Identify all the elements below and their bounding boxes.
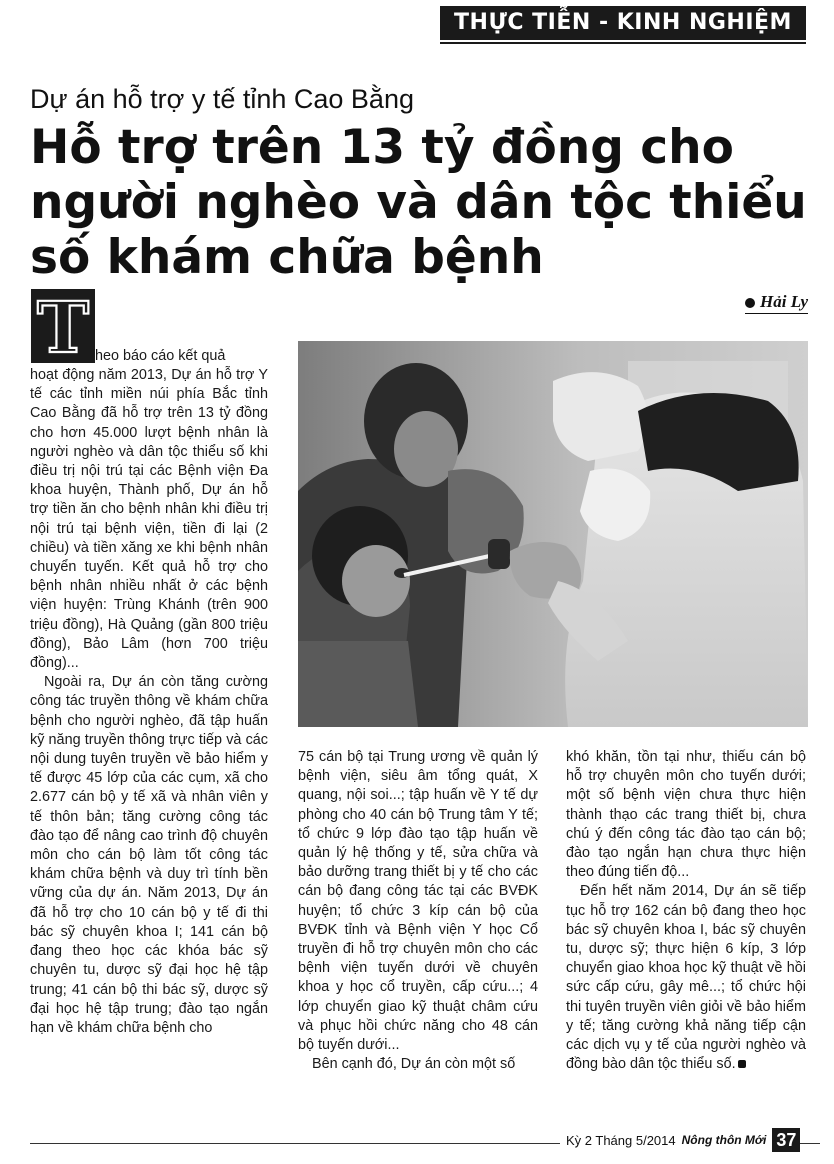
drop-cap-letter (34, 292, 92, 360)
end-mark-icon (738, 1060, 746, 1068)
health-checkup-photo (298, 341, 808, 727)
svg-text:T: T (36, 292, 90, 360)
page-footer (560, 1127, 800, 1153)
article-photo (298, 341, 808, 727)
author-name: Hải Ly (760, 292, 808, 311)
issue-date: Kỳ 2 Tháng 5/2014 (566, 1132, 676, 1148)
lead-paragraph: hoạt động năm 2013, Dự án hỗ trợ Y tế các tỉnh miền núi phía Bắc tỉnh Cao Bằng đã hỗ trợ trên 13 tỷ đồng cho hơn 45.000 lượt bệnh nhân là người nghèo và dân tộc thiểu số khi điều trị nội trú tại các Bệnh viện Đa khoa huyện, Thành phố, Dự án hỗ trợ tiền ăn cho bệnh nhân khi điều trị nội trú tại bệnh viện, tiền đi lại (2 chiều) và tiền xăng xe khi bệnh nhân chuyển tuyến. Kết quả hỗ trợ cho bệnh nhân nhiều nhất ở các bệnh viện huyện: Trùng Khánh (trên 900 triệu đồng), Hà Quảng (gần 800 triệu đồng), Bảo Lâm (hơn 700 triệu đồng)... (30, 367, 268, 672)
article-column-3 (566, 748, 806, 1074)
author-byline (745, 292, 808, 314)
section-banner: THỰC TIỄN - KINH NGHIỆM (440, 6, 806, 40)
article-kicker: Dự án hỗ trợ y tế tỉnh Cao Bằng (30, 84, 414, 114)
article-column-2 (298, 748, 538, 1074)
banner-rule (440, 42, 806, 44)
article-column-1 (30, 366, 268, 1038)
article-headline: Hỗ trợ trên 13 tỷ đồng cho người nghèo và dân tộc thiểu số khám chữa bệnh (30, 120, 807, 285)
body-paragraph: 75 cán bộ tại Trung ương về quản lý bệnh viện, siêu âm tổng quát, X quang, nội soi...; tập huấn về Y tế dự phòng cho 40 cán bộ Trung tâm Y tế; tổ chức 9 lớp đào tạo tập huấn về quản lý hệ thống y tế, sửa chữa và bảo dưỡng trang thiết bị y tế cho các cán bộ đang công tác tại các BVĐK huyện; tổ chức 3 kíp cán bộ của BVĐK tỉnh và Bệnh viện Y học Cổ truyền đi hỗ trợ chuyên môn cho các bệnh viện tuyến dưới về chuyên khoa y học cổ truyền, cấp cứu...; 4 lớp chuyển giao kỹ thuật châm cứu và phục hồi chức năng cho 48 cán bộ tuyến dưới... (298, 749, 538, 1054)
drop-cap (31, 289, 95, 363)
lead-first-line: heo báo cáo kết quả (95, 348, 226, 364)
page-number: 37 (772, 1128, 800, 1152)
publication-name: Nông thôn Mới (681, 1133, 767, 1147)
body-paragraph: Bên cạnh đó, Dự án còn một số (312, 1056, 516, 1073)
body-paragraph: Ngoài ra, Dự án còn tăng cường công tác truyền thông về khám chữa bệnh cho người nghèo, đã tập huấn kỹ năng truyền thông trực tiếp và các nội dung tuyên truyền về bảo hiểm y tế được 45 lớp của các cụm, xã cho 2.677 cán bộ y tế xã và nhân viên y tế thôn bản; tăng cường công tác đào tạo để nâng cao trình độ chuyên môn cho cán bộ làm tốt công tác khám chữa bệnh và duy trì tính bền vững của dự án. Năm 2013, Dự án đã hỗ trợ cho 10 cán bộ y tế đi thi bác sỹ chuyên khoa I; 141 cán bộ đang theo học các khóa bác sỹ chuyên tu, dược sỹ đại học hệ tập trung; 41 cán bộ thi bác sỹ, dược sỹ đại học hệ tập trung; đào tạo ngắn hạn về khám chữa bệnh cho (30, 674, 268, 1036)
closing-paragraph: Đến hết năm 2014, Dự án sẽ tiếp tục hỗ trợ 162 cán bộ đang theo học bác sỹ chuyên khoa I, bác sỹ chuyên tu, dược sỹ; thực hiện 6 kíp, 3 lớp chuyển giao khoa học kỹ thuật về hồi sức cấp cứu, gây mê...; tổ chức hội thi tuyên truyền viên giỏi về bảo hiểm y tế; tăng cường khả năng tiếp cận các dịch vụ y tế của người nghèo và đồng bào dân tộc thiểu số. (566, 883, 806, 1073)
bullet-icon (745, 298, 755, 308)
body-paragraph: khó khăn, tồn tại như, thiếu cán bộ hỗ trợ chuyên môn cho tuyến dưới; một số bệnh viện chưa thực hiện thành thạo các trang thiết bị, chưa chú ý đến công tác đào tạo cán bộ; đào tạo ngắn hạn chưa thực hiện theo đúng tiến độ... (566, 749, 806, 881)
